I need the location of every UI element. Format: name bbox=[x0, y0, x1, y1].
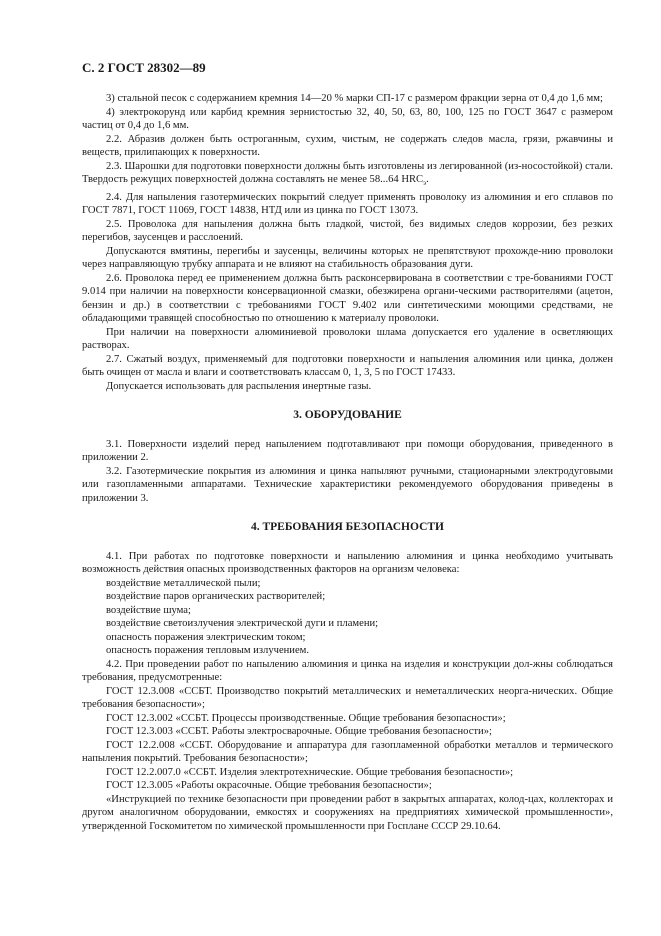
paragraph: 4) электрокорунд или карбид кремния зернистостью 32, 40, 50, 63, 80, 100, 125 по ГОСТ 3647 с размером частиц от 0,4 до 1,6 мм. bbox=[82, 106, 613, 131]
hrc-subscript: э bbox=[423, 179, 427, 188]
paragraph: 4.1. При работах по подготовке поверхности и напылению алюминия и цинка необходимо учитывать возможность действия опасных производственных факторов на организм человека: bbox=[82, 550, 613, 576]
paragraph: 2.6. Проволока перед ее применением должна быть расконсервирована в соответствии с тре-бованиями ГОСТ 9.014 при наличии на поверхности консервационной смазки, обезжирена органи-ческими растворителями (ацетон, бензин и др.) в соответствии с требованиями ГОСТ 9.402 или синтетическими моющими средствами, не обладающими травящей способностью по отношению к материалу проволоки. bbox=[82, 272, 613, 325]
section-3 bbox=[82, 438, 613, 506]
list-item: опасность поражения тепловым излучением. bbox=[106, 645, 310, 657]
paragraph: 2.5. Проволока для напыления должна быть гладкой, чистой, без видимых следов коррозии, без резких перегибов, заусенцев и расслоений. bbox=[82, 218, 613, 244]
standard-reference: ГОСТ 12.3.003 «ССБТ. Работы электросварочные. Общие требования безопасности»; bbox=[106, 726, 492, 738]
list-item: воздействие светоизлучения электрической дуги и пламени; bbox=[106, 618, 379, 630]
standard-reference: ГОСТ 12.3.008 «ССБТ. Производство покрытий металлических и неметаллических неорга-нических. Общие требования безопасности»; bbox=[82, 685, 613, 711]
paragraph: «Инструкцией по технике безопасности при проведении работ в закрытых аппаратах, колод-цах, коллекторах и другом аналогичном оборудовании, емкостях и сооружениях на предприятиях химической промышленности», утвержденной Госкомитетом по химической промышленности при Госплане СССР 29.10.64. bbox=[82, 793, 613, 832]
paragraph-tail: . bbox=[426, 174, 429, 185]
paragraph: 2.4. Для напыления газотермических покрытий следует применять проволоку из алюминия и его сплавов по ГОСТ 7871, ГОСТ 11069, ГОСТ 14838, НТД или из цинка по ГОСТ 13073. bbox=[82, 191, 613, 217]
paragraph: 4.2. При проведении работ по напылению алюминия и цинка на изделия и конструкции дол-жны соблюдаться требования, предусмотренные: bbox=[82, 658, 613, 684]
paragraph: Допускается использовать для распыления инертные газы. bbox=[106, 380, 372, 392]
standard-reference: ГОСТ 12.2.007.0 «ССБТ. Изделия электротехнические. Общие требования безопасности»; bbox=[106, 766, 514, 778]
paragraph: Допускаются вмятины, перегибы и заусенцы, величины которых не препятствуют прохожде-нию проволоки через направляющую трубку аппарата и не влияют на стабильность образования дуги. bbox=[82, 245, 613, 271]
section-4 bbox=[82, 550, 613, 834]
list-item: воздействие металлической пыли; bbox=[106, 577, 261, 589]
paragraph-hrc bbox=[82, 160, 613, 191]
standard-reference: ГОСТ 12.2.008 «ССБТ. Оборудование и аппаратура для газопламенной обработки металлов и термического напыления покрытий. Требования безопасности»; bbox=[82, 739, 613, 765]
section-2-continued bbox=[82, 92, 613, 393]
document-body bbox=[82, 92, 613, 833]
paragraph: 2.7. Сжатый воздух, применяемый для подготовки поверхности и напыления алюминия или цинка, должен быть очищен от масла и влаги и соответствовать классам 0, 1, 3, 5 по ГОСТ 17433. bbox=[82, 353, 613, 379]
paragraph-text: 2.3. Шарошки для подготовки поверхности должны быть изготовлены из легированной (из-носостойкой) стали. Твердость режущих поверхностей должна составлять не менее 58...64 HRC bbox=[82, 160, 613, 185]
paragraph: 3) стальной песок с содержанием кремния 14—20 % марки СП-17 с размером фракции зерна от 0,4 до 1,6 мм; bbox=[106, 93, 603, 104]
paragraph: 3.1. Поверхности изделий перед напылением подготавливают при помощи оборудования, приведенного в приложении 2. bbox=[82, 438, 613, 464]
section-4-title: 4. ТРЕБОВАНИЯ БЕЗОПАСНОСТИ bbox=[250, 521, 445, 534]
standard-reference: ГОСТ 12.3.002 «ССБТ. Процессы производственные. Общие требования безопасности»; bbox=[106, 712, 506, 724]
paragraph: 2.2. Абразив должен быть остроганным, сухим, чистым, не содержать следов масла, грязи, ржавчины и веществ, прилипающих к поверхности. bbox=[82, 133, 613, 158]
list-item: воздействие шума; bbox=[106, 604, 191, 616]
page-header: С. 2 ГОСТ 28302—89 bbox=[82, 60, 206, 75]
list-item: воздействие паров органических растворителей; bbox=[106, 591, 326, 603]
paragraph: При наличии на поверхности алюминиевой проволоки шлама допускается его удаление в осветляющих растворах. bbox=[82, 326, 613, 352]
standard-reference: ГОСТ 12.3.005 «Работы окрасочные. Общие требования безопасности»; bbox=[106, 780, 432, 792]
list-item: опасность поражения электрическим током; bbox=[106, 631, 306, 643]
paragraph: 3.2. Газотермические покрытия из алюминия и цинка напыляют ручными, стационарными электродуговыми или газопламенными аппаратами. Технические характеристики рекомендуемого оборудования приведены в приложении 3. bbox=[82, 465, 613, 504]
section-3-title: 3. ОБОРУДОВАНИЕ bbox=[293, 409, 402, 422]
